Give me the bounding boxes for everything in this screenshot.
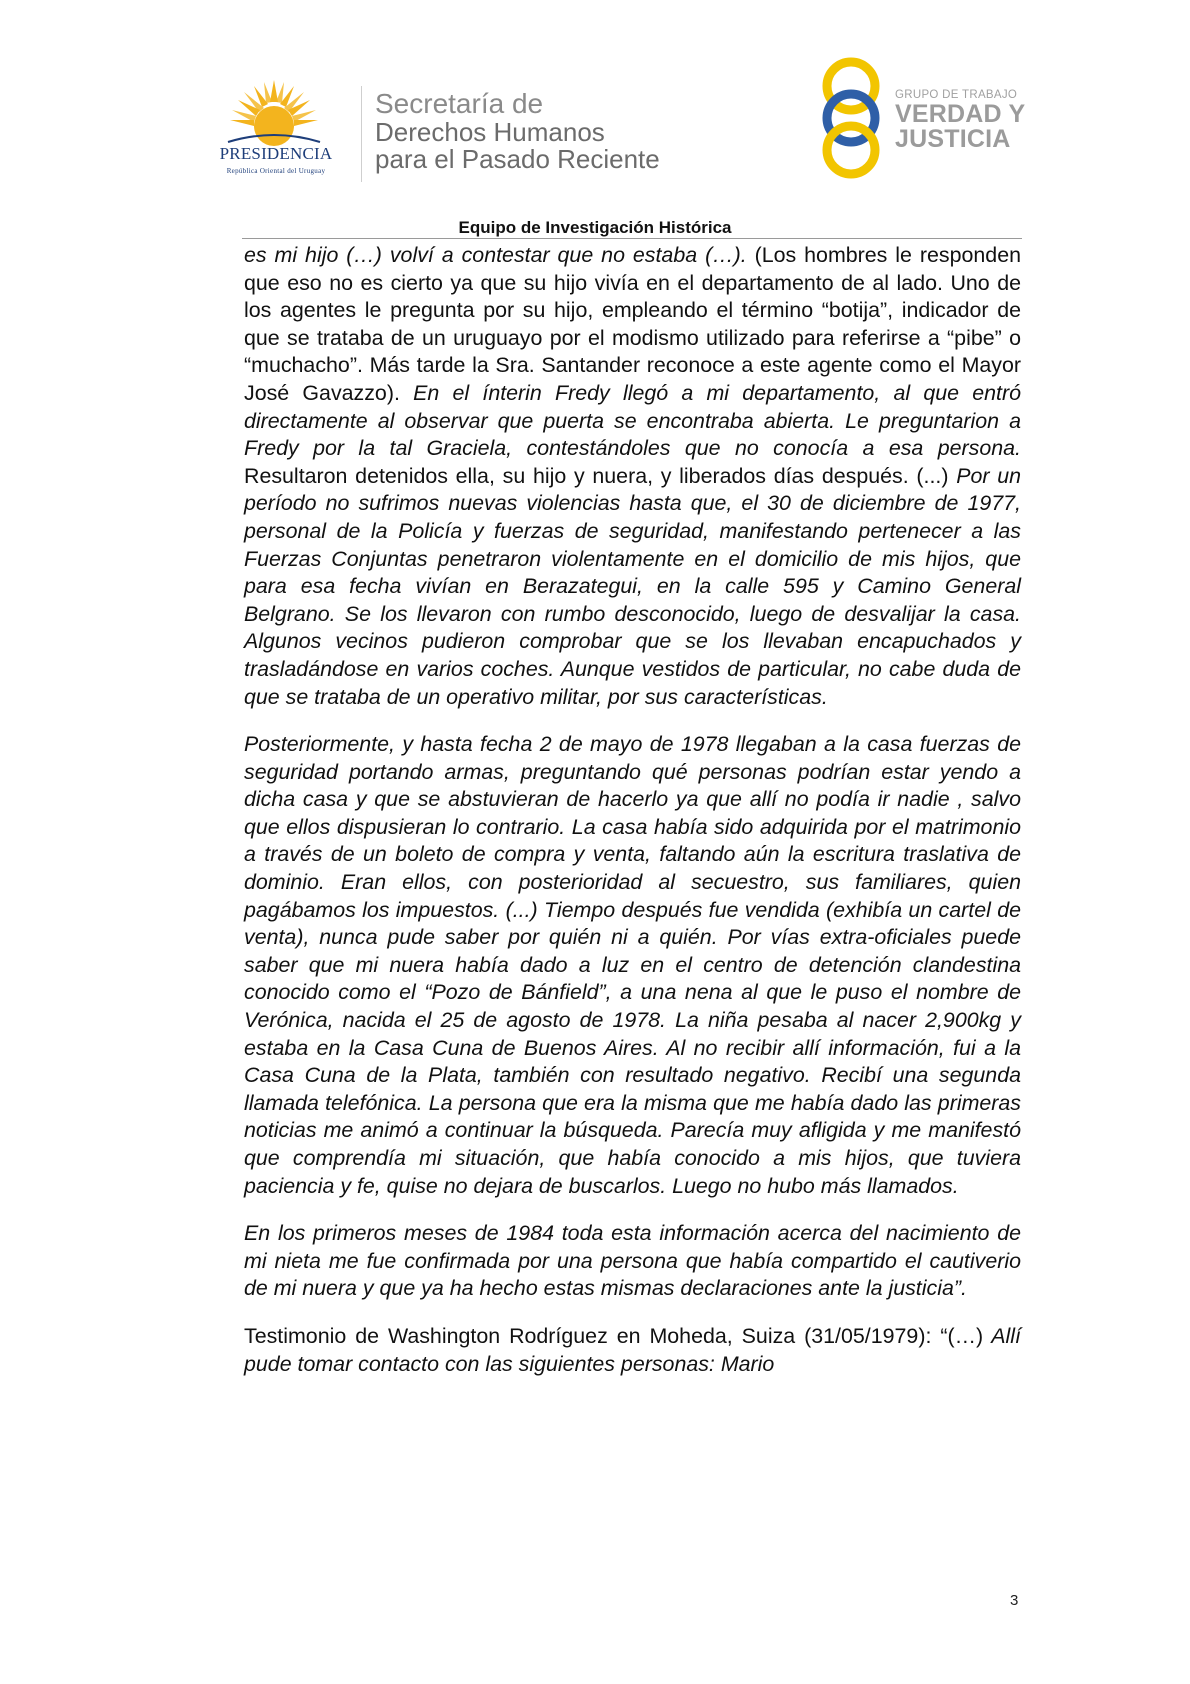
paragraph-4 (244, 1323, 1021, 1378)
quote-text: es mi hijo (…) volví a contestar que no estaba (…). (244, 243, 747, 267)
secretaria-line-3: para el Pasado Reciente (375, 144, 660, 174)
interlocking-rings-icon (815, 56, 887, 181)
secretaria-line-1: Secretaría de (375, 88, 544, 119)
commentary-text: (Los hombres le responden que eso no es cierto ya que su hijo vivía en el departamento de al lado. Uno de los agentes le pregunta por su hijo, empleando el término “botija”, indicador de que se trataba de un uruguayo por el modismo utilizado para referirse a “pibe” o “muchacho”. Más tarde la Sra. Santander reconoce a este agente como el Mayor José Gavazzo). (244, 243, 1021, 405)
quote-text: En el ínterin Fredy llegó a mi departamento, al que entró directamente al observar que puerta se encontraba abierta. Le preguntarion a Fredy por la tal Graciela, contestándoles que no conocía a esa persona. (244, 380, 1021, 461)
commentary-text: Resultaron detenidos ella, su hijo y nuera, y liberados días después. (...) (244, 463, 949, 488)
paragraph-1 (244, 242, 1021, 711)
presidencia-logo (196, 72, 356, 182)
sun-emblem-icon (224, 72, 324, 152)
paragraph-2 (244, 731, 1021, 1200)
quote-text: Por un período no sufrimos nuevas violencias hasta que, el 30 de diciembre de 1977, personal de la Policía y fuerzas de seguridad, manifestando pertenecer a las Fuerzas Conjuntas penetraron violentamente en el domicilio de mis hijos, que para esa fecha vivían en Berazategui, en la calle 595 y Camino General Belgrano. Se los llevaron con rumbo desconocido, luego de desvalijar la casa. Algunos vecinos pudieron comprobar que se los llevaban encapuchados y trasladándose en varios coches. Aunque vestidos de particular, no cabe duda de que se trataba de un operativo militar, por sus características. (244, 463, 1021, 709)
commentary-text: Testimonio de Washington Rodríguez en Moheda, Suiza (31/05/1979): “(…) (244, 1323, 984, 1348)
presidencia-subtitle: República Oriental del Uruguay (226, 167, 326, 175)
header-divider (361, 86, 362, 182)
quote-text: Allí pude tomar contacto con las siguientes personas: Mario (244, 1323, 1021, 1376)
document-body (244, 242, 1021, 1398)
quote-text: En los primeros meses de 1984 toda esta información acerca del nacimiento de mi nieta me fue confirmada por una persona que había compartido el cautiverio de mi nuera y que ya ha hecho estas mismas declaraciones ante la justicia”. (244, 1221, 1021, 1301)
page-number: 3 (1010, 1592, 1019, 1609)
presidencia-name: PRESIDENCIA (219, 144, 333, 163)
verdad-label: VERDAD Y (895, 100, 1026, 128)
paragraph-3 (244, 1220, 1021, 1303)
quote-text: Posteriormente, y hasta fecha 2 de mayo de 1978 llegaban a la casa fuerzas de seguridad portando armas, preguntando qué personas podrían estar yendo a dicha casa y que se abstuvieran de hacerlo ya que allí no podía ir nadie , salvo que ellos dispusieran lo contrario. La casa había sido adquirida por el matrimonio a través de un boleto de compra y venta, faltando aún la escritura traslativa de dominio. Eran ellos, con posterioridad al secuestro, sus familiares, quien pagábamos los impuestos. (...) Tiempo después fue vendida (exhibía un cartel de venta), nunca pude saber por quién ni a quién. Por vías extra-oficiales puede saber que mi nuera había dado a luz en el centro de detención clandestina conocido como el “Pozo de Bánfield”, a una nena al que le puso el nombre de Verónica, nacida el 25 de agosto de 1978. La niña pesaba al nacer 2,900kg y estaba en la Casa Cuna de Buenos Aires. Al no recibir allí información, fui a la Casa Cuna de la Plata, también con resultado negativo. Recibí una segunda llamada telefónica. La persona que era la misma que me había dado las primeras noticias me animó a continuar la búsqueda. Parecía muy afligida y me manifestó que comprendía mi situación, que había conocido a mis hijos, que tuviera paciencia y fe, quise no dejara de buscarlos. Luego no hubo más llamados. (244, 732, 1021, 1198)
verdad-justicia-logo (815, 56, 1025, 181)
verdad-justicia-wordmark (895, 88, 1035, 152)
secretaria-title (375, 88, 715, 173)
grupo-de-trabajo-label: GRUPO DE TRABAJO (895, 89, 1018, 101)
header-rule (242, 238, 1022, 239)
team-title: Equipo de Investigación Histórica (458, 218, 732, 237)
secretaria-line-2: Derechos Humanos (375, 117, 605, 147)
justicia-label: JUSTICIA (895, 125, 1011, 153)
page-header (0, 0, 1190, 240)
